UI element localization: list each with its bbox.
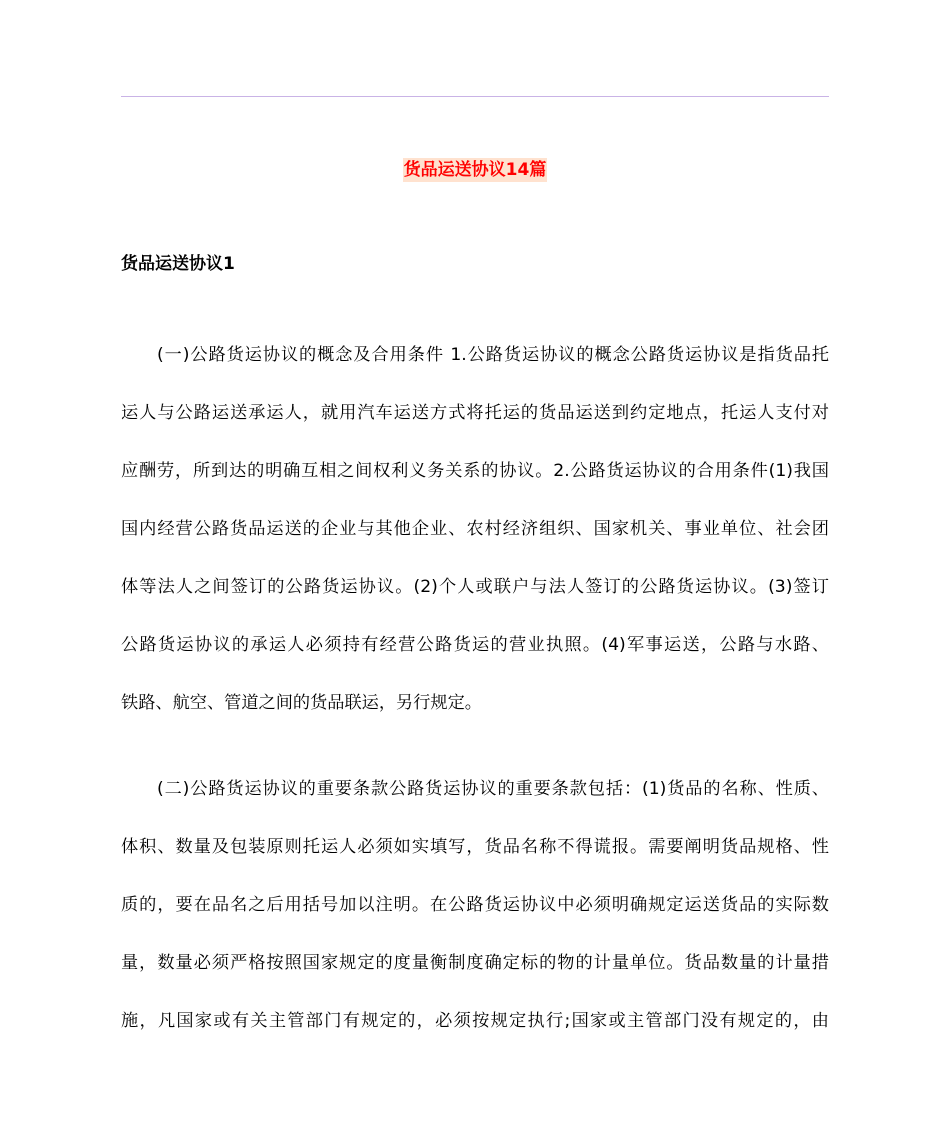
paragraph-line: 运人与公路运送承运人，就用汽车运送方式将托运的货品运送到约定地点，托运人支付对 [121, 403, 829, 423]
paragraph-line: 应酬劳，所到达的明确互相之间权利义务关系的协议。2.公路货运协议的合用条件(1)我国 [121, 461, 829, 481]
header-divider [121, 96, 829, 97]
paragraph-1 [121, 343, 829, 749]
paragraph-line: 国内经营公路货品运送的企业与其他企业、农村经济组织、国家机关、事业单位、社会团 [121, 519, 829, 539]
paragraph-line: (二)公路货运协议的重要条款公路货运协议的重要条款包括：(1)货品的名称、性质、 [157, 779, 829, 799]
paragraph-line: (一)公路货运协议的概念及合用条件 1.公路货运协议的概念公路货运协议是指货品托 [157, 345, 829, 365]
paragraph-2 [121, 777, 829, 1067]
section-heading: 货品运送协议1 [121, 254, 235, 274]
paragraph-line: 铁路、航空、管道之间的货品联运，另行规定。 [121, 693, 482, 713]
paragraph-line: 公路货运协议的承运人必须持有经营公路货运的营业执照。(4)军事运送，公路与水路、 [121, 635, 829, 655]
paragraph-line: 量，数量必须严格按照国家规定的度量衡制度确定标的物的计量单位。货品数量的计量措 [121, 953, 829, 973]
paragraph-line: 质的，要在品名之后用括号加以注明。在公路货运协议中必须明确规定运送货品的实际数 [121, 895, 829, 915]
title-container [121, 158, 829, 182]
paragraph-line: 体积、数量及包装原则托运人必须如实填写，货品名称不得谎报。需要阐明货品规格、性 [121, 837, 829, 857]
document-title: 货品运送协议14篇 [403, 160, 547, 180]
paragraph-line: 体等法人之间签订的公路货运协议。(2)个人或联户与法人签订的公路货运协议。(3)签订 [121, 577, 829, 597]
paragraph-line: 施，凡国家或有关主管部门有规定的，必须按规定执行;国家或主管部门没有规定的，由 [121, 1011, 829, 1031]
